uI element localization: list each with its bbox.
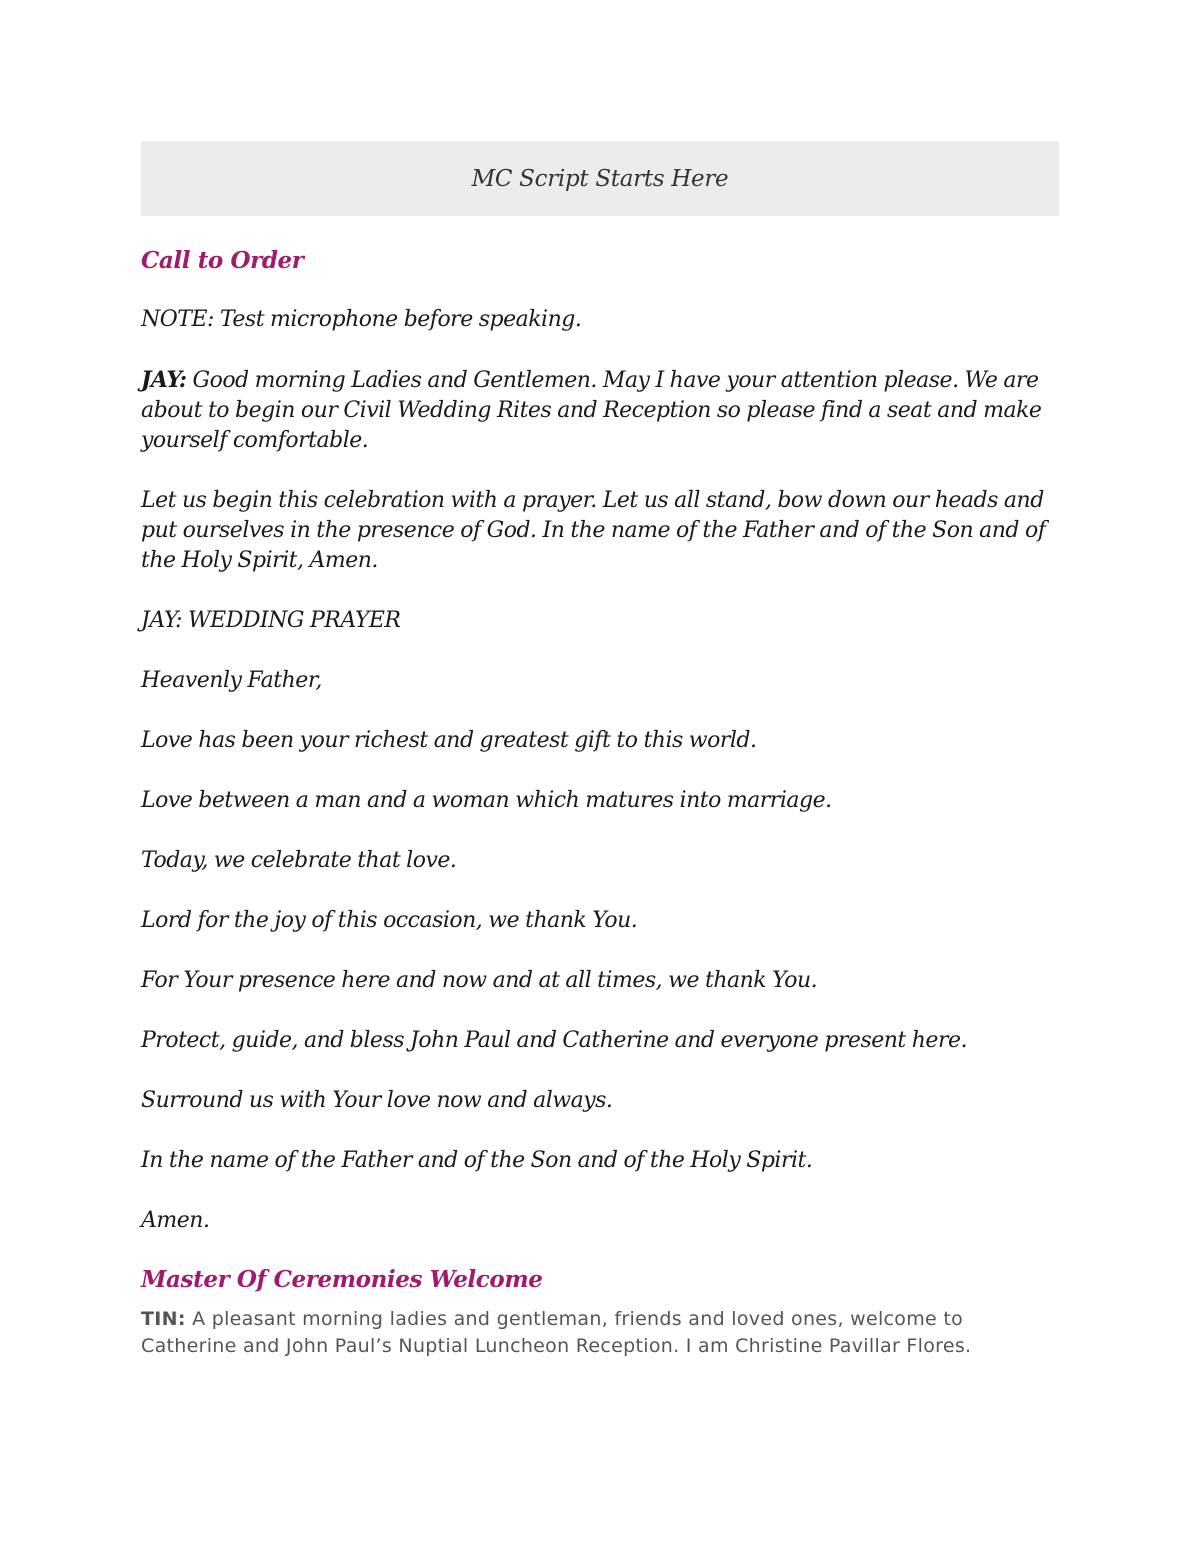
script-content: [141, 243, 1059, 1360]
prayer-line: Heavenly Father,: [141, 668, 322, 693]
script-banner: [141, 141, 1059, 216]
banner-title: MC Script Starts Here: [471, 165, 729, 192]
jay-welcome-text: Good morning Ladies and Gentlemen. May I have your attention please. We are about to begin our Civil Wedding Rites and Reception so please find a seat and make yourself comfortable.: [141, 368, 1042, 453]
prayer-line: For Your presence here and now and at all times, we thank You.: [141, 968, 818, 993]
prayer-line: In the name of the Father and of the Son and of the Holy Spirit.: [141, 1148, 813, 1173]
prayer-line: Surround us with Your love now and always.: [141, 1088, 613, 1113]
speaker-label-jay: JAY:: [141, 367, 187, 393]
microphone-note: NOTE: Test microphone before speaking.: [141, 307, 582, 332]
prayer-line: Lord for the joy of this occasion, we thank You.: [141, 908, 638, 933]
prayer-line: Protect, guide, and bless John Paul and Catherine and everyone present here.: [141, 1028, 967, 1053]
wedding-prayer-title: JAY: WEDDING PRAYER: [141, 608, 401, 633]
tin-welcome-paragraph: [141, 1306, 1059, 1360]
prayer-line: Love has been your richest and greatest gift to this world.: [141, 728, 757, 753]
speaker-label-tin: TIN:: [141, 1308, 186, 1330]
prayer-amen: Amen.: [141, 1208, 210, 1233]
prayer-intro-paragraph: Let us begin this celebration with a prayer. Let us all stand, bow down our heads and put ourselves in the presence of God. In the name of the Father and of the Son and of the Holy Spirit, Amen.: [141, 488, 1046, 573]
call-to-order-heading: Call to Order: [141, 247, 304, 274]
mc-welcome-heading: Master Of Ceremonies Welcome: [141, 1266, 543, 1293]
jay-welcome-paragraph: [141, 365, 1059, 456]
tin-welcome-text: A pleasant morning ladies and gentleman, friends and loved ones, welcome to Catherine and John Paul’s Nuptial Luncheon Reception. I am Christine Pavillar Flores.: [141, 1308, 972, 1357]
prayer-line: Love between a man and a woman which matures into marriage.: [141, 788, 832, 813]
prayer-line: Today, we celebrate that love.: [141, 848, 457, 873]
